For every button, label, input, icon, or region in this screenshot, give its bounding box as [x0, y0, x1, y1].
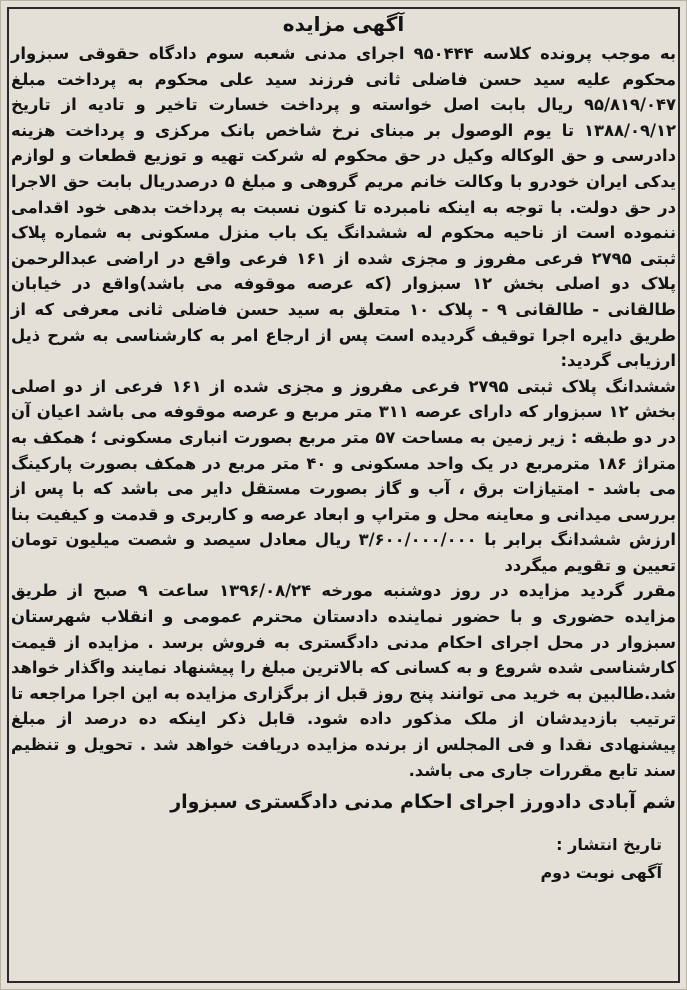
notice-meta — [11, 831, 676, 887]
publish-date-label: تاریخ انتشار : — [556, 835, 662, 855]
notice-paragraph-auction: مقرر گردید مزایده در روز دوشنبه مورخه ۱۳۹۶/۰۸/۲۴ ساعت ۹ صبح از طریق مزایده حضوری و با حضور نماینده دادستان محترم عمومی و انقلاب شهرستان سبزوار در محل اجرای احکام مدنی دادگستری به فروش برسد . مزایده از قیمت کارشناسی شده شروع و به کسانی که بالاترین مبلغ را پیشنهاد نمایند واگذار خواهد شد.طالبین به خرید می توانند پنج روز قبل از برگزاری مزایده به این اجرا مراجعه تا ترتیب بازدیدشان از ملک مذکور داده شود. قابل ذکر اینکه ده درصد از مبلغ پیشنهادی نقدا و فی المجلس از برنده مزایده دریافت خواهد شد . تحویل و تنظیم سند تابع مقررات جاری می باشد. — [11, 581, 676, 780]
notice-body — [11, 41, 676, 783]
notice-round-label: آگهی نوبت دوم — [540, 863, 662, 883]
notice-paragraph-appraisal: ششدانگ پلاک ثبتی ۲۷۹۵ فرعی مفروز و مجزی شده از ۱۶۱ فرعی از دو اصلی بخش ۱۲ سبزوار که دارای عرصه ۳۱۱ متر مربع و عرصه موقوفه می باشد اعیان آن در دو طبقه : زیر زمین به مساحت ۵۷ متر مربع بصورت انباری مسکونی ؛ همکف به متراژ ۱۸۶ مترمربع در یک واحد مسکونی و ۴۰ متر مربع در همکف بصورت پارکینگ می باشد - امتیازات برق ، آب و گاز بصورت مستقل دایر می باشد که با پس از بررسی میدانی و معاینه محل و متراپ و ابعاد عرصه و کاربری و قدمت و کیفیت بنا ارزش ششدانگ برابر با ۳/۶۰۰/۰۰۰/۰۰۰ ریال معادل سیصد و شصت میلیون تومان تعیین و تقویم میگردد — [11, 376, 677, 575]
notice-paragraph-case: به موجب پرونده کلاسه ۹۵۰۴۴۴ اجرای مدنی شعبه سوم دادگاه حقوقی سبزوار محکوم علیه سید حسن فاضلی ثانی فرزند سید علی محکوم به پرداخت مبلغ ۹۵/۸۱۹/۰۴۷ ریال بابت اصل خواسته و پرداخت خسارت تاخیر و تادیه از تاریخ ۱۳۸۸/۰۹/۱۲ تا یوم الوصول بر مبنای نرخ شاخص بانک مرکزی و پرداخت هزینه دادرسی و حق الوکاله وکیل در حق محکوم له شرکت تهیه و توزیع قطعات و لوازم یدکی ایران خودرو با وکالت خانم مریم گروهی و مبلغ ۵ درصدریال بابت حق الاجرا در حق دولت. با توجه به اینکه نامبرده تا کنون نسبت به پرداخت بدهی خود اقدامی ننموده است از ناحیه محکوم له ششدانگ یک باب منزل مسکونی به شماره پلاک ثبتی ۲۷۹۵ فرعی مفروز و مجزی شده از ۱۶۱ فرعی واقع در اراضی عبدالرحمن پلاک دو اصلی بخش ۱۲ سبزوار (که عرصه موقوفه می باشد)واقع در خیابان طالقانی - طالقانی ۹ - پلاک ۱۰ متعلق به سید حسن فاضلی ثانی معرفی که از طریق دایره اجرا توقیف گردیده است پس از ارجاع امر به کارشناسی به شرح ذیل ارزیابی گردید: — [11, 44, 677, 371]
notice-signature: شم آبادی دادورز اجرای احکام مدنی دادگستری سبزوار — [170, 791, 676, 814]
notice-title: آگهی مزایده — [282, 12, 405, 36]
notice-content — [11, 9, 676, 981]
